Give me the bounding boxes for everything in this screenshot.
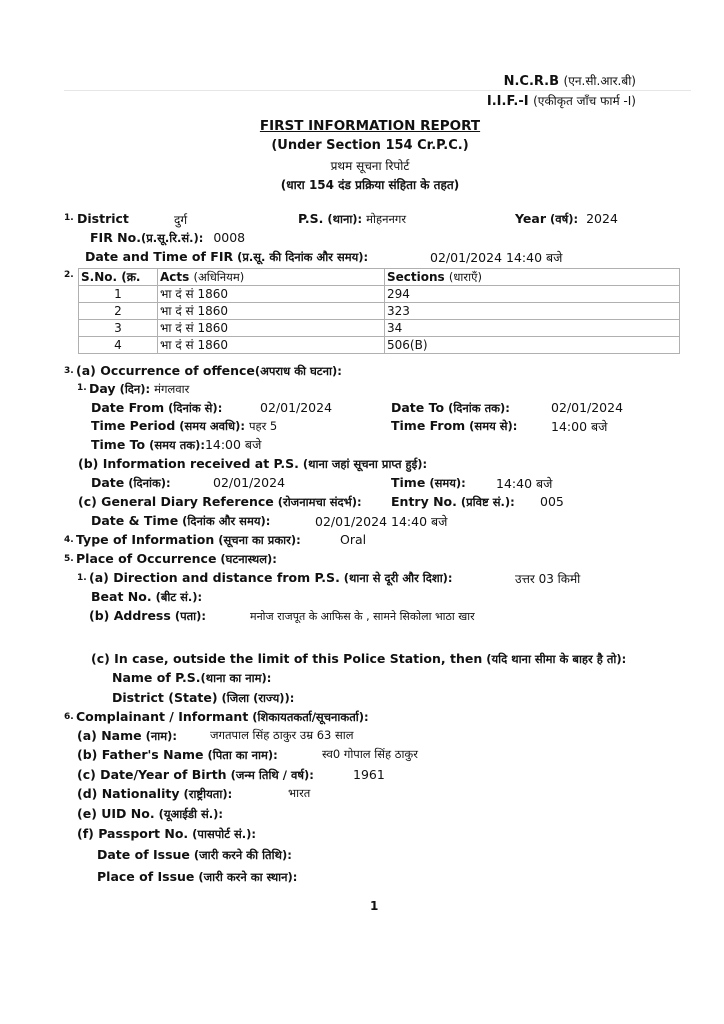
info-type-label: Type of Information bbox=[76, 532, 215, 547]
nationality-label-hi: (राष्ट्रीयता): bbox=[183, 787, 233, 801]
diary-datetime-label: Date & Time bbox=[91, 513, 179, 528]
ps-value: मोहननगर bbox=[366, 212, 407, 226]
birth-year-label-hi: (जन्म तिथि / वर्ष): bbox=[230, 768, 314, 782]
sno-cell: 4 bbox=[79, 337, 158, 354]
address-label-hi: (पता): bbox=[174, 609, 206, 623]
passport-label: (f) Passport No. bbox=[77, 826, 189, 841]
direction-label-hi: (थाना से दूरी और दिशा): bbox=[343, 571, 453, 585]
issue-date-field bbox=[97, 847, 292, 863]
issue-place-label: Place of Issue bbox=[97, 869, 195, 884]
birth-year-value: 1961 bbox=[353, 767, 385, 782]
time-from-value: 14:00 बजे bbox=[551, 419, 608, 434]
complainant-heading bbox=[76, 709, 369, 725]
ps-label: P.S. bbox=[298, 211, 324, 226]
sno-cell: 1 bbox=[79, 286, 158, 303]
iif-header bbox=[487, 92, 636, 109]
sno-cell: 2 bbox=[79, 303, 158, 320]
place-label-hi: (घटनास्थल): bbox=[220, 552, 277, 566]
outside-limit-label-hi: (यदि थाना सीमा के बाहर है तो): bbox=[486, 652, 627, 666]
sections-header-en: Sections bbox=[387, 270, 445, 284]
complainant-label-hi: (शिकायतकर्ता/सूचनाकर्ता): bbox=[252, 710, 369, 724]
time-period-field bbox=[91, 418, 277, 434]
time-to-label: Time To bbox=[91, 437, 146, 452]
entry-no-label-hi: (प्रविष्ट सं.): bbox=[460, 495, 515, 509]
year-label: Year bbox=[515, 211, 546, 226]
fir-datetime-value: 02/01/2024 14:40 बजे bbox=[430, 250, 563, 265]
act-cell: भा दं सं 1860 bbox=[158, 337, 385, 354]
year-label-hi: (वर्ष): bbox=[549, 212, 579, 226]
fir-no-label: FIR No. bbox=[90, 230, 141, 245]
info-type-value: Oral bbox=[340, 532, 367, 547]
direction-field bbox=[89, 570, 453, 586]
act-cell: भा दं सं 1860 bbox=[158, 286, 385, 303]
sections-header bbox=[385, 269, 680, 286]
page-title-hi: प्रथम सूचना रिपोर्ट bbox=[330, 159, 410, 173]
diary-ref-heading bbox=[78, 494, 362, 510]
direction-label: (a) Direction and distance from P.S. bbox=[89, 570, 340, 585]
day-label-hi: (दिन): bbox=[119, 382, 151, 396]
info-type-field bbox=[76, 532, 301, 548]
direction-value: उत्तर 03 किमी bbox=[515, 572, 581, 586]
father-name-label: (b) Father's Name bbox=[77, 747, 204, 762]
info-received-heading bbox=[78, 456, 427, 472]
acts-header bbox=[158, 269, 385, 286]
district-value: दुर्ग bbox=[174, 213, 188, 227]
passport-field bbox=[77, 826, 256, 842]
time-period-label: Time Period bbox=[91, 418, 176, 433]
date-from-label: Date From bbox=[91, 400, 165, 415]
info-date-field bbox=[91, 475, 171, 491]
page-title: FIRST INFORMATION REPORT bbox=[259, 118, 481, 134]
time-period-label-hi: (समय अवधि): bbox=[179, 419, 245, 433]
table-row bbox=[79, 337, 680, 354]
info-time-label: Time bbox=[391, 475, 426, 490]
place-heading bbox=[76, 551, 277, 567]
date-from-field bbox=[91, 400, 222, 416]
birth-year-label: (c) Date/Year of Birth bbox=[77, 767, 227, 782]
year-field bbox=[515, 211, 618, 227]
table-row bbox=[79, 320, 680, 337]
iif-label-hi: (एकीकृत जाँच फार्म -I) bbox=[533, 94, 636, 108]
entry-no-label: Entry No. bbox=[391, 494, 457, 509]
outside-ps-name-field bbox=[112, 670, 271, 686]
father-name-label-hi: (पिता का नाम): bbox=[207, 748, 278, 762]
section-cell: 506(B) bbox=[385, 337, 680, 354]
diary-datetime-value: 02/01/2024 14:40 बजे bbox=[315, 514, 448, 529]
entry-no-field bbox=[391, 494, 515, 510]
section-cell: 323 bbox=[385, 303, 680, 320]
ncrb-header bbox=[504, 72, 636, 89]
nationality-field bbox=[77, 786, 232, 802]
info-type-label-hi: (सूचना का प्रकार): bbox=[218, 533, 301, 547]
outside-limit-label: (c) In case, outside the limit of this Police Station, then bbox=[91, 651, 483, 666]
father-name-value: स्व0 गोपाल सिंह ठाकुर bbox=[322, 747, 418, 761]
section-number: 2. bbox=[64, 270, 74, 280]
occurrence-label: (a) Occurrence of offence bbox=[76, 363, 255, 378]
sections-header-hi: (धाराएँ) bbox=[448, 270, 482, 284]
time-from-label-hi: (समय से): bbox=[469, 419, 518, 433]
passport-label-hi: (पासपोर्ट सं.): bbox=[192, 827, 257, 841]
year-value: 2024 bbox=[586, 211, 618, 226]
sub-number: 1. bbox=[77, 573, 87, 583]
fir-no-value: 0008 bbox=[213, 230, 246, 245]
entry-no-value: 005 bbox=[540, 494, 564, 509]
ps-label-hi: (थाना): bbox=[327, 212, 363, 226]
acts-header-hi: (अधिनियम) bbox=[193, 270, 245, 284]
uid-label: (e) UID No. bbox=[77, 806, 155, 821]
day-value: मंगलवार bbox=[154, 382, 190, 396]
outside-district-label-hi: (जिला (राज्य)): bbox=[221, 691, 295, 705]
info-time-value: 14:40 बजे bbox=[496, 476, 553, 491]
date-to-value: 02/01/2024 bbox=[551, 400, 624, 415]
time-to-field bbox=[91, 436, 261, 453]
issue-date-label-hi: (जारी करने की तिथि): bbox=[193, 848, 292, 862]
diary-datetime-label-hi: (दिनांक और समय): bbox=[182, 514, 271, 528]
address-value: मनोज राजपूत के आफिस के , सामने सिकोला भाठा खार bbox=[250, 610, 475, 623]
beat-no-field bbox=[91, 589, 202, 605]
outside-limit-heading bbox=[91, 651, 626, 667]
sno-header: S.No. (क्र. bbox=[79, 269, 158, 286]
date-to-label: Date To bbox=[391, 400, 445, 415]
uid-label-hi: (यूआईडी सं.): bbox=[158, 807, 224, 821]
occurrence-heading bbox=[76, 363, 342, 379]
issue-place-field bbox=[97, 869, 297, 885]
fir-datetime-field bbox=[85, 249, 368, 265]
place-label: Place of Occurrence bbox=[76, 551, 217, 566]
time-period-value: पहर 5 bbox=[248, 419, 278, 433]
info-time-field bbox=[391, 475, 466, 491]
beat-no-label: Beat No. bbox=[91, 589, 152, 604]
complainant-name-field bbox=[77, 728, 177, 744]
info-received-label: (b) Information received at P.S. bbox=[78, 456, 299, 471]
sno-cell: 3 bbox=[79, 320, 158, 337]
acts-sections-table bbox=[78, 268, 680, 354]
table-row bbox=[79, 303, 680, 320]
address-field bbox=[89, 608, 206, 624]
outside-district-label: District (State) bbox=[112, 690, 218, 705]
iif-label: I.I.F.-I bbox=[486, 94, 529, 109]
info-time-label-hi: (समय): bbox=[429, 476, 466, 490]
act-cell: भा दं सं 1860 bbox=[158, 303, 385, 320]
fir-no-label-hi: (प्र.सू.रि.सं.): bbox=[140, 231, 204, 245]
beat-no-label-hi: (बीट सं.): bbox=[155, 590, 203, 604]
page-subtitle-hi: (धारा 154 दंड प्रक्रिया संहिता के तहत) bbox=[280, 178, 460, 192]
page-number: 1 bbox=[370, 899, 379, 913]
address-label: (b) Address bbox=[89, 608, 171, 623]
uid-field bbox=[77, 806, 223, 822]
district-label: District bbox=[77, 211, 129, 226]
date-from-value: 02/01/2024 bbox=[260, 400, 333, 415]
nationality-value: भारत bbox=[288, 786, 311, 800]
info-date-value: 02/01/2024 bbox=[213, 475, 286, 490]
diary-datetime-field bbox=[91, 513, 270, 529]
info-date-label: Date bbox=[91, 475, 125, 490]
time-from-label: Time From bbox=[391, 418, 466, 433]
complainant-name-label: (a) Name bbox=[77, 728, 142, 743]
act-cell: भा दं सं 1860 bbox=[158, 320, 385, 337]
time-to-label-hi: (समय तक): bbox=[149, 438, 205, 452]
outside-ps-name-label: Name of P.S. bbox=[112, 670, 201, 685]
header-divider bbox=[64, 90, 691, 91]
complainant-label: Complainant / Informant bbox=[76, 709, 249, 724]
time-to-value: 14:00 बजे bbox=[204, 437, 262, 452]
fir-datetime-label-hi: (प्र.सू. की दिनांक और समय): bbox=[237, 250, 369, 264]
day-field bbox=[89, 381, 189, 397]
ps-field bbox=[298, 211, 406, 227]
date-to-label-hi: (दिनांक तक): bbox=[448, 401, 510, 415]
sub-number: 1. bbox=[77, 383, 87, 393]
issue-date-label: Date of Issue bbox=[97, 847, 190, 862]
issue-place-label-hi: (जारी करने का स्थान): bbox=[198, 870, 298, 884]
table-header-row bbox=[79, 269, 680, 286]
fir-no-field bbox=[90, 230, 245, 246]
section-cell: 294 bbox=[385, 286, 680, 303]
section-number: 5. bbox=[64, 554, 74, 564]
day-label: Day bbox=[89, 381, 116, 396]
info-received-label-hi: (थाना जहां सूचना प्राप्त हुई): bbox=[302, 457, 428, 471]
page-subtitle: (Under Section 154 Cr.P.C.) bbox=[271, 138, 469, 153]
section-number: 1. bbox=[64, 213, 74, 223]
outside-ps-name-label-hi: (थाना का नाम): bbox=[200, 671, 272, 685]
nationality-label: (d) Nationality bbox=[77, 786, 180, 801]
occurrence-label-hi: (अपराध की घटना): bbox=[254, 364, 342, 378]
fir-datetime-label: Date and Time of FIR bbox=[85, 249, 234, 264]
time-from-field bbox=[391, 418, 517, 434]
section-number: 6. bbox=[64, 712, 74, 722]
complainant-name-label-hi: (नाम): bbox=[145, 729, 177, 743]
ncrb-label: N.C.R.B bbox=[503, 74, 559, 89]
table-row bbox=[79, 286, 680, 303]
ncrb-label-hi: (एन.सी.आर.बी) bbox=[563, 74, 636, 88]
outside-district-field bbox=[112, 690, 294, 706]
date-from-label-hi: (दिनांक से): bbox=[168, 401, 223, 415]
section-number: 3. bbox=[64, 366, 74, 376]
acts-header-en: Acts bbox=[160, 270, 190, 284]
complainant-name-value: जगतपाल सिंह ठाकुर उम्र 63 साल bbox=[210, 728, 354, 742]
section-cell: 34 bbox=[385, 320, 680, 337]
section-number: 4. bbox=[64, 535, 74, 545]
info-date-label-hi: (दिनांक): bbox=[128, 476, 171, 490]
diary-ref-label-hi: (रोजनामचा संदर्भ): bbox=[277, 495, 362, 509]
birth-year-field bbox=[77, 767, 314, 783]
father-name-field bbox=[77, 747, 278, 763]
date-to-field bbox=[391, 400, 510, 416]
diary-ref-label: (c) General Diary Reference bbox=[78, 494, 274, 509]
